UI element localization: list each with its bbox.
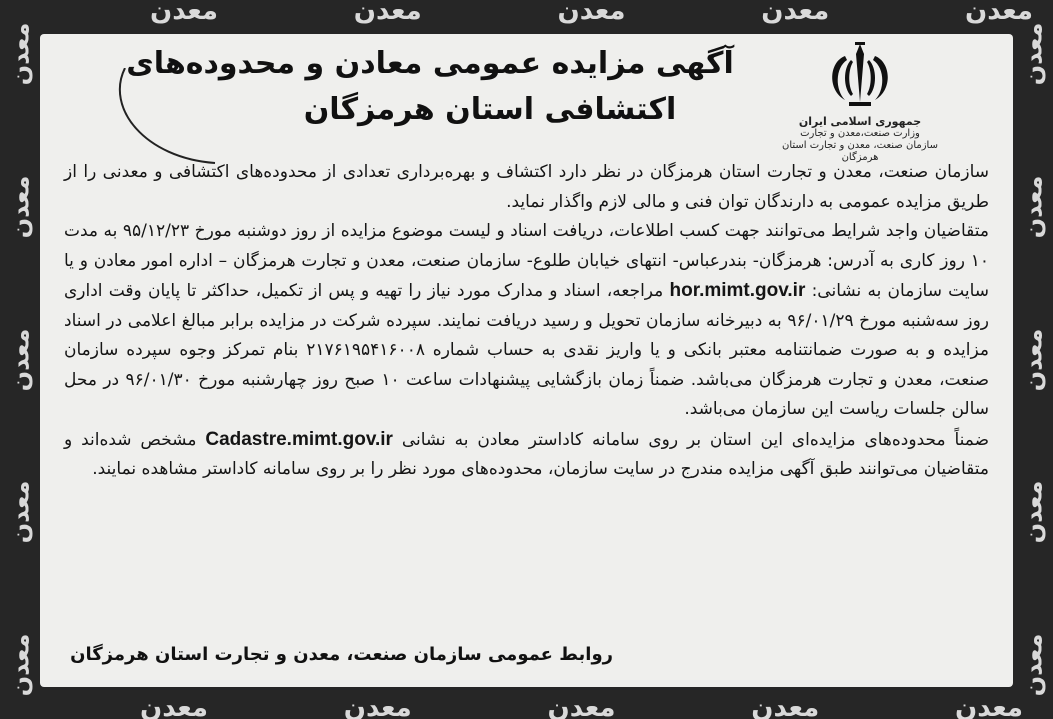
border-word: معدن (353, 0, 422, 26)
border-word: معدن (761, 0, 830, 26)
border-right (1013, 22, 1053, 697)
signature: روابط عمومی سازمان صنعت، معدن و تجارت استان هرمزگان (70, 644, 613, 665)
border-word: معدن (6, 328, 35, 391)
border-word: معدن (547, 693, 616, 719)
conditions-text-b: مراجعه، اسناد و مدارک مورد نیاز را تهیه و پس از تکمیل، حداکثر تا پایان وقت اداری روز سه‌شنبه مورخ ۹۶/۰۱/۲۹ به دبیرخانه سازمان تحویل و رسید دریافت نمایند. سپرده شرکت در مزایده برابر مبالغ اعلامی در اسناد مزایده و به صورت ضمانتنامه معتبر بانکی و یا واریز نقدی به حساب شماره ۲۱۷۶۱۹۵۴۱۶۰۰۸ بنام تمرکز وجوه سپرده سازمان صنعت، معدن و تجارت هرمزگان می‌باشد. ضمناً زمان بازگشایی پیشنهادات ساعت ۱۰ صبح روز چهارشنبه مورخ ۹۶/۰۱/۳۰ در محل سالن جلسات ریاست این سازمان می‌باشد. (64, 281, 990, 419)
conditions-text-a: متقاضیان واجد شرایط می‌توانند جهت کسب اطلاعات، دریافت اسناد و لیست موضوع مزایده از روز دوشنبه مورخ ۹۵/۱۲/۲۳ به مدت ۱۰ روز کاری به آدرس: هرمزگان- بندرعباس- انتهای خیابان طلوع- سازمان صنعت، معدن و تجارت هرمزگان – اداره امور معادن و یا سایت سازمان به نشانی: (64, 221, 990, 301)
cadastre-text-b: مشخص شده‌اند و متقاضیان می‌توانند طبق آگهی مزایده مندرج در سایت سازمان، محدوده‌های مورد نظر را بر روی سامانه کاداستر مشاهده نمایند. (64, 429, 989, 479)
border-word: معدن (140, 693, 208, 719)
border-word: معدن (6, 480, 35, 544)
title-line-2: اکتشافی استان هرمزگان (303, 92, 677, 127)
ad-paper (40, 34, 1013, 687)
cadastre-link[interactable]: Cadastre.mimt.gov.ir (205, 428, 393, 450)
border-word: معدن (751, 693, 820, 719)
iran-emblem-icon (765, 40, 955, 112)
ad-title (80, 44, 780, 130)
logo-ministry: وزارت صنعت،معدن و تجارت (800, 128, 920, 139)
website-link[interactable]: hor.mimt.gov.ir (669, 280, 806, 301)
paragraph-intro: سازمان صنعت، معدن و تجارت استان هرمزگان در نظر دارد اکتشاف و بهره‌برداری تعدادی از محدوده‌های اکتشافی و معدنی را از طریق مزایده عمومی به دارندگان توان فنی و مالی لازم واگذار نماید. (64, 162, 989, 212)
border-word: معدن (557, 0, 626, 26)
ad-body (64, 158, 989, 485)
cadastre-text-a: ضمناً محدوده‌های مزایده‌ای این استان بر روی سامانه کاداستر معادن به نشانی (401, 429, 990, 450)
border-word: معدن (1019, 22, 1048, 86)
border-bottom (140, 693, 1023, 719)
border-word: معدن (1019, 633, 1048, 697)
border-word: معدن (6, 22, 35, 86)
border-word: معدن (1019, 175, 1048, 239)
border-word: معدن (965, 0, 1033, 26)
logo-country: جمهوری اسلامی ایران (798, 115, 922, 128)
logo (765, 40, 955, 170)
paragraph-cadastre (64, 425, 989, 485)
border-word: معدن (1019, 328, 1048, 391)
border-word: معدن (6, 175, 35, 239)
border-word: معدن (955, 693, 1023, 719)
border-word: معدن (1019, 480, 1048, 544)
paragraph-conditions (64, 217, 989, 425)
border-word: معدن (343, 693, 412, 719)
border-word: معدن (6, 633, 35, 697)
border-word: معدن (150, 0, 218, 26)
border-left (0, 22, 40, 697)
title-line-1: آگهی مزایده عمومی معادن و محدوده‌های (126, 46, 734, 81)
border-top (150, 0, 1033, 30)
logo-org: سازمان صنعت، معدن و تجارت استان هرمزگان (782, 140, 938, 163)
